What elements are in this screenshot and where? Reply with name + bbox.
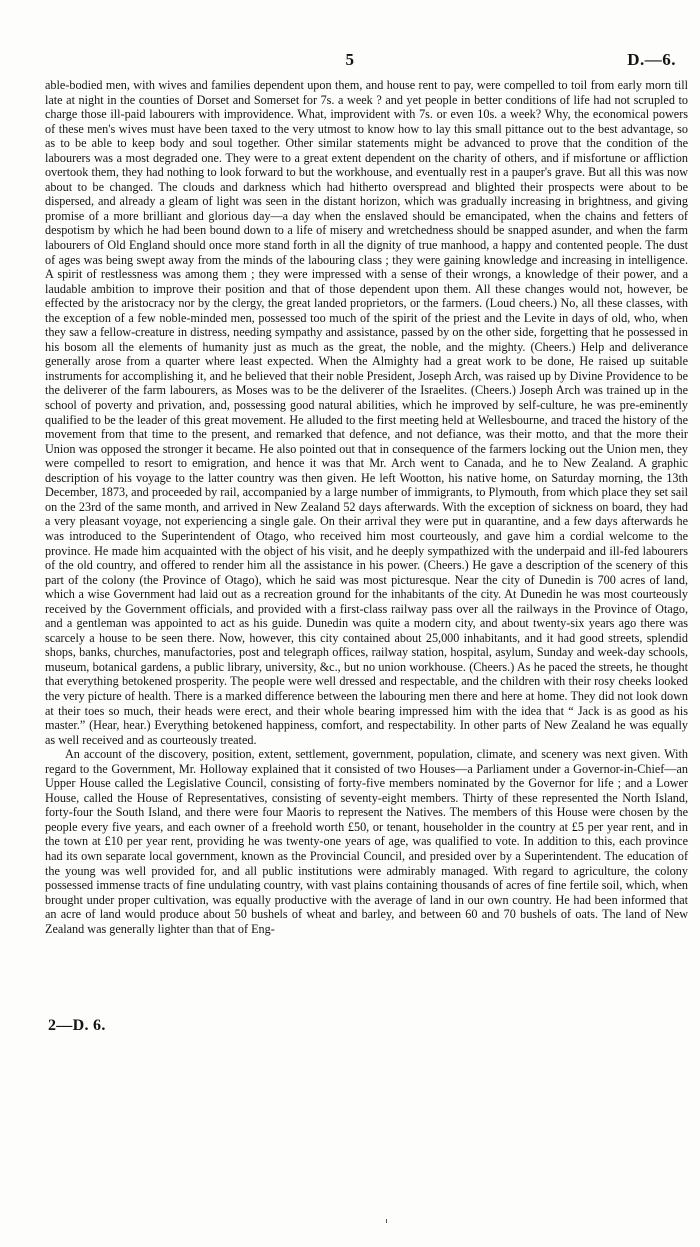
- paragraph-continuation: able-bodied men, with wives and families dependent upon them, and house rent to pay, were compelled to toil from early morn till late at night in the counties of Dorset and Somerset for 7s. a week ? and yet people in better conditions of life had not scrupled to charge those ill-paid labourers with improvidence. What, improvident with 7s. or even 10s. a week? Why, the economical powers of these men's wives must have been taxed to the very utmost to know how to lay this small pittance out to the best advantage, so as to be able to keep body and soul together. Other similar statements might be advanced to prove that the condition of the labourers was a most degraded one. They were to a great extent dependent on the charity of others, and if misfortune or affliction overtook them, they had nothing to look forward to but the workhouse, and eventually rest in a pauper's grave. But all this was now about to be changed. The clouds and darkness which had hitherto overspread and blighted their prospects were about to be dispersed, and already a gleam of light was seen in the distant horizon, which was gradually increasing in brightness, and giving promise of a more brilliant and glorious day—a day when the enslaved should be emancipated, when the chains and fetters of despotism by which he had been bound down to a life of misery and wretchedness should be snapped asunder, and when the farm labourers of Old England should once more stand forth in all the dignity of true manhood, a happy and contented people. The dust of ages was being swept away from the minds of the labouring class ; they were gaining knowledge and increasing in intelligence. A spirit of restlessness was among them ; they were impressed with a sense of their wrongs, a knowledge of their power, and a laudable ambition to improve their position and that of those dependent upon them. All these changes would not, however, be effected by the aristocracy nor by the clergy, the great landed proprietors, or the farmers. (Loud cheers.) No, all these classes, with the exception of a few noble-minded men, possessed too much of the spirit of the priest and the Levite in days of old, who, when they saw a fellow-creature in distress, needing sympathy and assistance, passed by on the other side, forgetting that he possessed in his bosom all the elements of humanity just as much as the great, the noble, and the mighty. (Cheers.) Help and deliverance generally arose from a quarter where least expected. When the Almighty had a great work to be done, He raised up suitable instruments for accomplishing it, and he believed that their noble President, Joseph Arch, was raised up by Divine Providence to be the deliverer of the farm labourers, as Moses was to be the deliverer of the Israelites. (Cheers.) Joseph Arch was trained up in the school of poverty and privation, and, possessing good natural abilities, which he improved by self-culture, he was pre-eminently qualified to be the leader of this great movement. He alluded to the first meeting held at Wellesbourne, and traced the history of the movement from that time to the present, and remarked that defence, and not defiance, was their motto, and that the more their Union was opposed the stronger it became. He also pointed out that in consequence of the farmers locking out the Union men, they were compelled to resort to emigration, and hence it was that Mr. Arch went to Canada, and he to New Zealand. A graphic description of his voyage to the latter country was then given. He left Wootton, his native home, on Saturday morning, the 13th December, 1873, and proceeded by rail, accompanied by a large number of immigrants, to Plymouth, from which place they set sail on the 23rd of the same month, and arrived in New Zealand 52 days afterwards. With the exception of sickness on board, they had a very pleasant voyage, not experiencing a single gale. On their arrival they were put in quarantine, and a few days afterwards he was introduced to the Superintendent of Otago, who received him most courteously, and gave him a cordial welcome to the province. He made him acquainted with the object of his visit, and he deeply sympathized with the underpaid and ill-fed labourers of the old country, and offered to render him all the assistance in his power. (Cheers.) He gave a description of the scenery of this part of the colony (the Province of Otago), which he said was most picturesque. Near the city of Dunedin is 700 acres of land, which a wise Government had laid out as a recreation ground for the inhabitants of the city. At Dunedin he was most courteously received by the Government officials, and provided with a first-class railway pass over all the railways in the Province of Otago, and a gentleman was appointed to act as his guide. Dunedin was quite a modern city, and about twenty-six years ago there was scarcely a house to be seen there. Now, however, this city contained about 25,000 inhabitants, and it had good streets, splendid shops, banks, churches, manufactories, post and telegraph offices, railway station, hospital, asylum, Sunday and week-day schools, museum, botanical gardens, a public library, university, &c., but no union workhouse. (Cheers.) As he paced the streets, he thought that everything betokened prosperity. The people were well dressed and respectable, and the children with their rosy cheeks looked the very picture of health. There is a marked difference between the labouring men there and here at home. They did not look down at their toes so much, their heads were erect, and their whole bearing impressed him with the idea that “ Jack is as good as his master.” (Hear, hear.) Everything betokened happiness, comfort, and respectability. In other parts of New Zealand he was equally as well received and as courteously treated.: [45, 78, 688, 747]
- scan-speck: [386, 1219, 387, 1223]
- paragraph-account-of-new-zealand: An account of the discovery, position, extent, settlement, government, population, climate, and scenery was next given. With regard to the Government, Mr. Holloway explained that it consisted of two Houses—a Parliament under a Governor-in-Chief—an Upper House called the Legislative Council, consisting of forty-five members nominated by the Governor for life ; and a Lower House, called the House of Representatives, consisting of seventy-eight members. Thirty of these represented the North Island, forty-four the South Island, and there were four Maoris to represent the Natives. The members of this House were chosen by the people every five years, and each owner of a freehold worth £50, or tenant, householder in the country at £5 per year rent, and in the town at £10 per year rent, providing he was twenty-one years of age, was qualified to vote. In addition to this, each province had its own separate local government, known as the Provincial Council, and presided over by a Superintendent. The education of the young was well provided for, and all public institutions were admirably managed. With regard to agriculture, the colony possessed immense tracts of fine undulating country, with vast plains containing thousands of acres of fine fertile soil, which, when brought under proper cultivation, was equally productive with the average of land in our own country. He had been informed that an acre of land would produce about 50 bushels of wheat and barley, and between 60 and 70 bushels of oats. The land of New Zealand was generally lighter than that of Eng-: [45, 747, 688, 936]
- page-number: 5: [345, 50, 355, 69]
- document-reference: D.—6.: [627, 50, 676, 69]
- printer-signature-mark: 2—D. 6.: [48, 1017, 106, 1034]
- body-text: [45, 78, 688, 936]
